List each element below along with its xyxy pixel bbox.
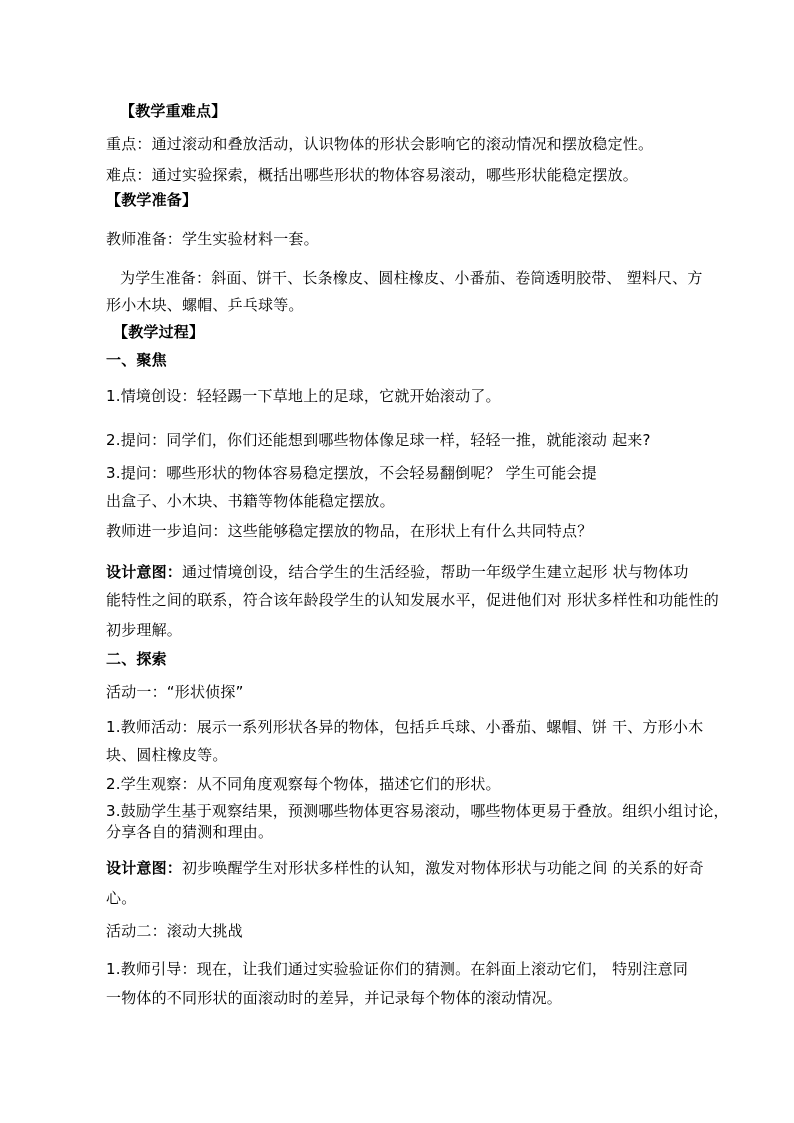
process-heading: 【教学过程】 xyxy=(113,323,205,341)
design-intent-1-line-2: 能特性之间的联系，符合该年龄段学生的认知发展水平，促进他们对 形状多样性和功能性的 xyxy=(106,591,719,609)
teacher-prep-text: 教师准备：学生实验材料一套。 xyxy=(106,230,319,248)
design-intent-1-line-3: 初步理解。 xyxy=(106,621,183,639)
section-1-heading: 一、聚焦 xyxy=(106,351,167,369)
difficult-point-text: 难点：通过实验探索，概括出哪些形状的物体容易滚动，哪些形状能稳定摆放。 xyxy=(106,166,639,184)
key-points-heading: 【教学重难点】 xyxy=(120,102,227,120)
key-point-text: 重点：通过滚动和叠放活动，认识物体的形状会影响它的滚动情况和摆放稳定性。 xyxy=(106,135,654,153)
activity-1-item-1-line-2: 块、圆柱橡皮等。 xyxy=(106,746,228,764)
activity-1-item-1-line-1: 1.教师活动：展示一系列形状各异的物体，包括乒乓球、小番茄、螺帽、饼 干、方形小木 xyxy=(106,718,704,736)
design-intent-label: 设计意图： xyxy=(106,859,183,877)
design-intent-2-line-1 xyxy=(106,858,704,878)
student-prep-line-1: 为学生准备：斜面、饼干、长条橡皮、圆柱橡皮、小番茄、卷筒透明胶带、 塑料尺、方 xyxy=(120,269,703,287)
design-intent-text: 通过情境创设，结合学生的生活经验，帮助一年级学生建立起形 状与物体功 xyxy=(182,563,689,581)
teacher-followup-text: 教师进一步追问：这些能够稳定摆放的物品，在形状上有什么共同特点？ xyxy=(106,522,593,540)
section-1-item-1: 1.情境创设：轻轻踢一下草地上的足球，它就开始滚动了。 xyxy=(106,387,501,405)
section-1-item-3: 3.提问：哪些形状的物体容易稳定摆放，不会轻易翻倒呢？ 学生可能会提 xyxy=(106,464,597,482)
student-prep-line-2: 形小木块、螺帽、乒乓球等。 xyxy=(106,296,304,314)
activity-2-title: 活动二：滚动大挑战 xyxy=(106,922,243,940)
activity-2-item-1-line-2: 一物体的不同形状的面滚动时的差异，并记录每个物体的滚动情况。 xyxy=(106,989,563,1007)
activity-1-title: 活动一：“形状侦探” xyxy=(106,683,244,701)
section-2-heading: 二、探索 xyxy=(106,650,167,668)
prep-heading: 【教学准备】 xyxy=(106,191,198,209)
section-1-item-3-continued: 出盒子、小木块、书籍等物体能稳定摆放。 xyxy=(106,492,395,510)
section-1-item-2: 2.提问：同学们，你们还能想到哪些物体像足球一样，轻轻一推，就能滚动 起来? xyxy=(106,431,651,449)
activity-1-item-3-line-1: 3.鼓励学生基于观察结果，预测哪些物体更容易滚动，哪些物体更易于叠放。组织小组讨论， xyxy=(106,802,729,820)
design-intent-1-line-1 xyxy=(106,562,689,582)
design-intent-text: 初步唤醒学生对形状多样性的认知，激发对物体形状与功能之间 的关系的好奇 xyxy=(182,859,704,877)
design-intent-label: 设计意图： xyxy=(106,563,183,581)
activity-2-item-1-line-1: 1.教师引导：现在，让我们通过实验验证你们的猜测。在斜面上滚动它们， 特别注意同 xyxy=(106,960,689,978)
activity-1-item-3-line-2: 分享各自的猜测和理由。 xyxy=(106,823,274,841)
design-intent-2-line-2: 心。 xyxy=(106,889,137,907)
activity-1-item-2: 2.学生观察：从不同角度观察每个物体，描述它们的形状。 xyxy=(106,775,501,793)
